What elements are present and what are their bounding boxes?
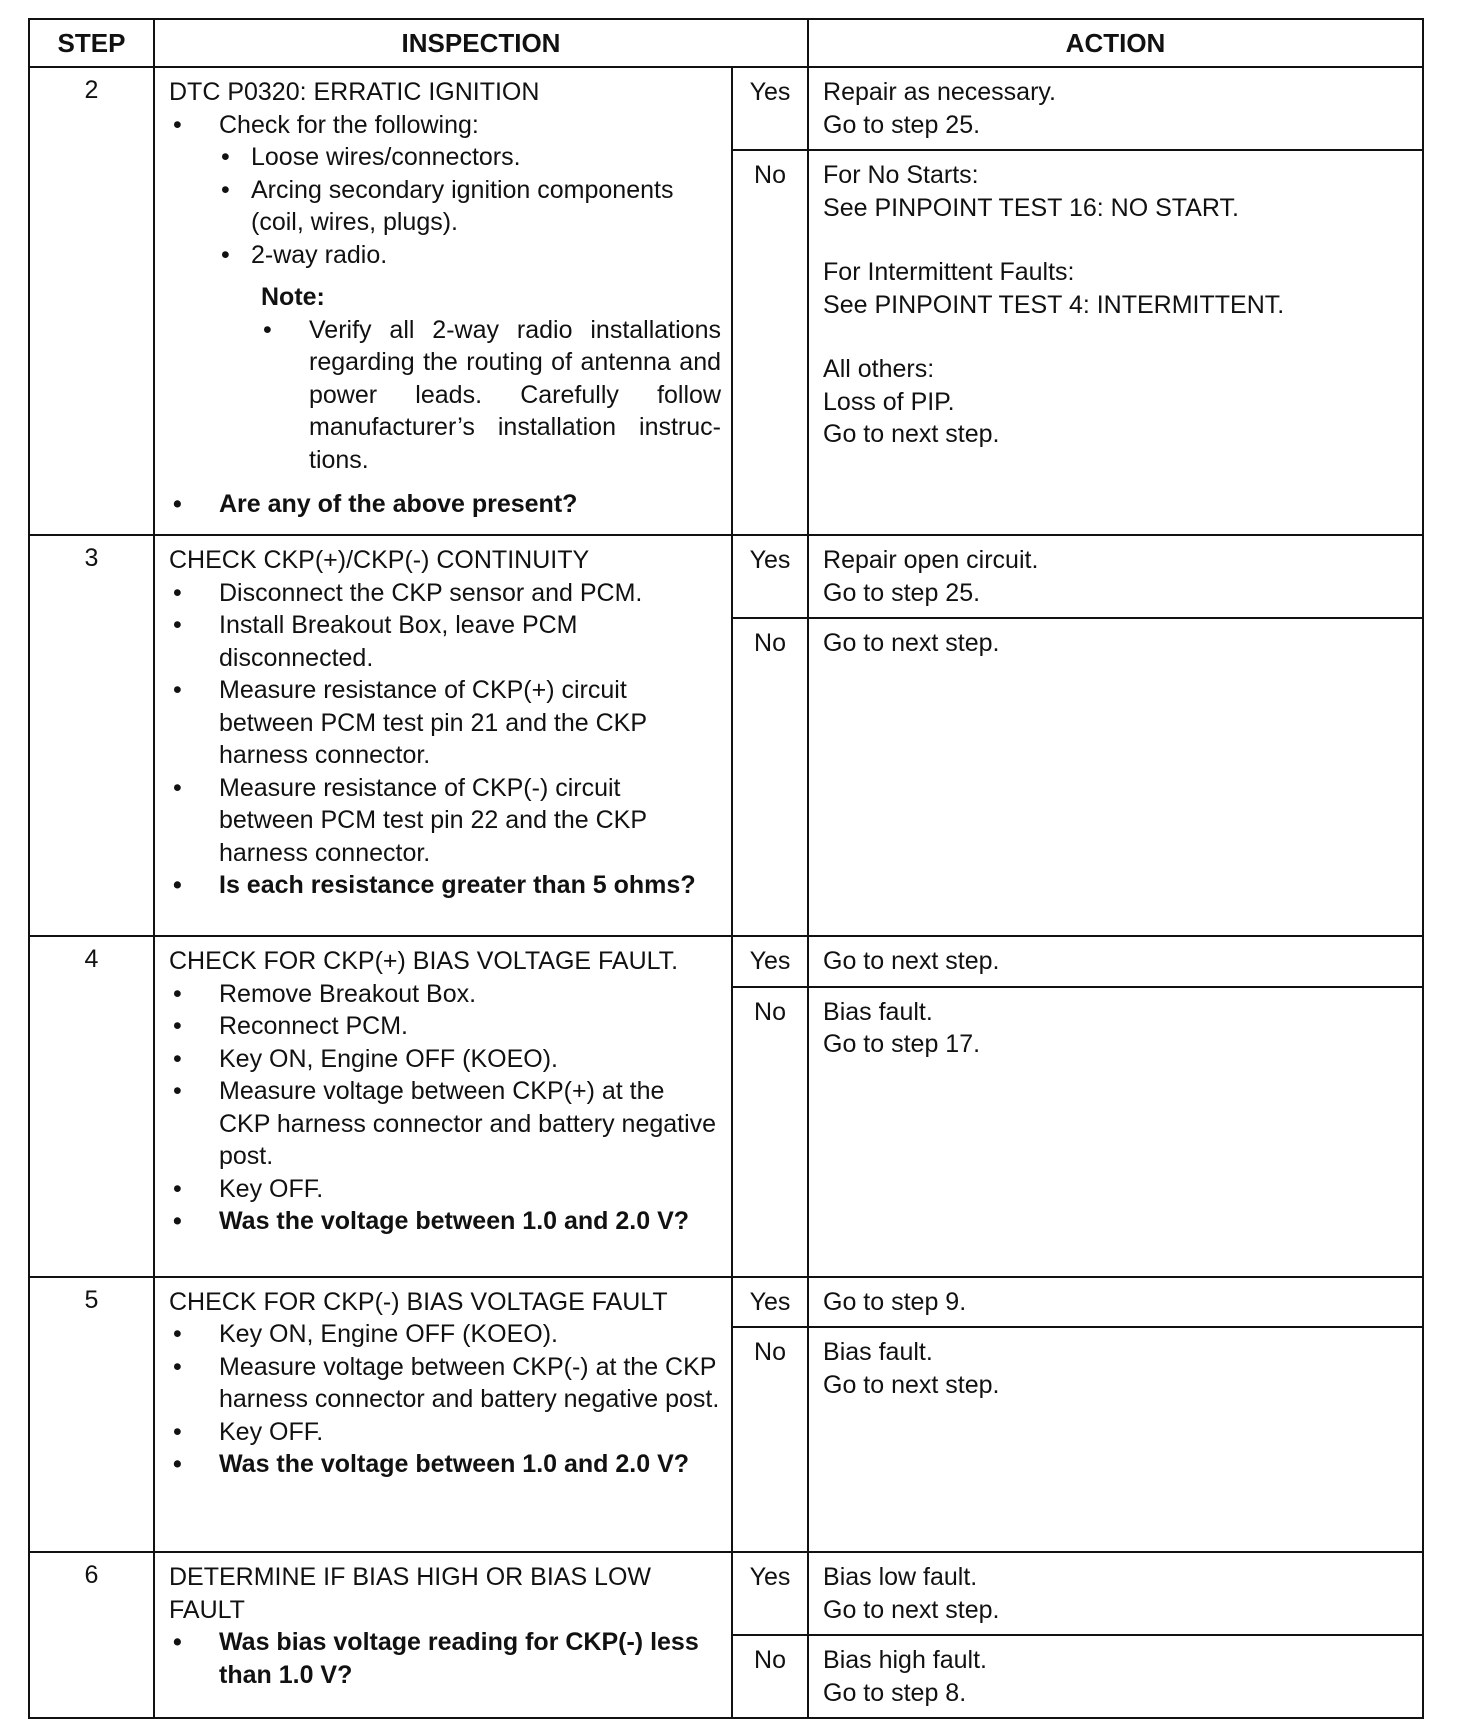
note-text: • Verify all 2-way radio installations regarding the routing of antenna and power leads. Carefully follow manufacturer’s installation instruc-tions. [261,314,721,477]
bullet-list [169,1626,721,1691]
step-number: 4 [29,936,154,1277]
table-row [29,1552,1423,1635]
inspection-title: CHECK CKP(+)/CKP(-) CONTINUITY [169,546,590,574]
list-item: • Arcing secondary ignition components (coil, wires, plugs). [219,174,721,239]
diagnostic-table [28,18,1424,1719]
no-action: Bias fault. Go to next step. [808,1327,1423,1552]
inspection-question: • Is each resistance greater than 5 ohms? [169,869,721,902]
no-action: For No Starts: See PINPOINT TEST 16: NO START. For Intermittent Faults: See PINPOINT TEST 4: INTERMITTENT. All others: Loss of PIP. Go to next step. [808,150,1423,535]
no-label: No [732,150,808,535]
header-step: STEP [29,19,154,67]
list-item: • Key ON, Engine OFF (KOEO). [169,1043,721,1076]
no-label: No [732,987,808,1277]
note-heading: Note: [261,283,325,311]
list-item: • Measure resistance of CKP(+) circuit between PCM test pin 21 and the CKP harness connector. [169,674,721,772]
bullet-list [169,577,721,902]
table-row [29,67,1423,150]
list-item: • Check for the following: • Loose wires/connectors. • Arcing secondary ignition components (coil, wires, plugs). • 2-way radio. [169,109,721,272]
header-action: ACTION [808,19,1423,67]
header-inspection: INSPECTION [154,19,808,67]
list-item: • Measure resistance of CKP(-) circuit between PCM test pin 22 and the CKP harness connector. [169,772,721,870]
table-row [29,1277,1423,1328]
step-number: 3 [29,535,154,936]
yes-label: Yes [732,936,808,987]
no-action: Go to next step. [808,618,1423,936]
no-action: Bias high fault. Go to step 8. [808,1635,1423,1718]
yes-label: Yes [732,1552,808,1635]
header-row [29,19,1423,67]
yes-action: Go to step 9. [808,1277,1423,1328]
yes-action: Repair open circuit. Go to step 25. [808,535,1423,618]
yes-label: Yes [732,1277,808,1328]
inspection-title: CHECK FOR CKP(-) BIAS VOLTAGE FAULT [169,1287,668,1316]
bullet-list [169,978,721,1238]
inspection-title: DTC P0320: ERRATIC IGNITION [169,78,540,106]
yes-label: Yes [732,535,808,618]
yes-action: Bias low fault. Go to next step. [808,1552,1423,1635]
list-item: • Disconnect the CKP sensor and PCM. [169,577,721,610]
inspection-title: CHECK FOR CKP(+) BIAS VOLTAGE FAULT. [169,947,679,975]
table-row [29,936,1423,987]
step-number: 2 [29,67,154,535]
list-item: • 2-way radio. [219,239,721,272]
list-item: • Key OFF. [169,1416,721,1449]
no-action: Bias fault. Go to step 17. [808,987,1423,1277]
inspection-cell [154,1277,732,1553]
inspection-cell [154,1552,732,1718]
list-item: • Key OFF. [169,1173,721,1206]
no-label: No [732,618,808,936]
list-item: • Reconnect PCM. [169,1010,721,1043]
list-item: • Measure voltage between CKP(-) at the CKP harness connector and battery negative post. [169,1351,721,1416]
list-item: • Measure voltage between CKP(+) at the CKP harness connector and battery negative post. [169,1075,721,1173]
inspection-cell [154,936,732,1277]
list-item: • Loose wires/connectors. [219,141,721,174]
table-row [29,535,1423,618]
bullet-list [169,1318,721,1481]
list-item: • Install Breakout Box, leave PCM disconnected. [169,609,721,674]
diagnostic-table-page [28,18,1422,1719]
list-item: • Key ON, Engine OFF (KOEO). [169,1318,721,1351]
yes-action: Go to next step. [808,936,1423,987]
step-number: 5 [29,1277,154,1553]
inspection-question: • Are any of the above present? [169,488,721,521]
step-number: 6 [29,1552,154,1718]
inspection-cell [154,67,732,535]
yes-label: Yes [732,67,808,150]
no-label: No [732,1327,808,1552]
inspection-question: • Was the voltage between 1.0 and 2.0 V? [169,1448,721,1481]
sub-list [219,141,721,271]
list-item: • Remove Breakout Box. [169,978,721,1011]
inspection-title: DETERMINE IF BIAS HIGH OR BIAS LOW FAULT [169,1563,652,1624]
note-block [261,281,721,476]
no-label: No [732,1635,808,1718]
yes-action: Repair as necessary. Go to step 25. [808,67,1423,150]
inspection-question: • Was the voltage between 1.0 and 2.0 V? [169,1205,721,1238]
bullet-list [169,109,721,272]
inspection-cell [154,535,732,936]
inspection-question: • Was bias voltage reading for CKP(-) less than 1.0 V? [169,1626,721,1691]
